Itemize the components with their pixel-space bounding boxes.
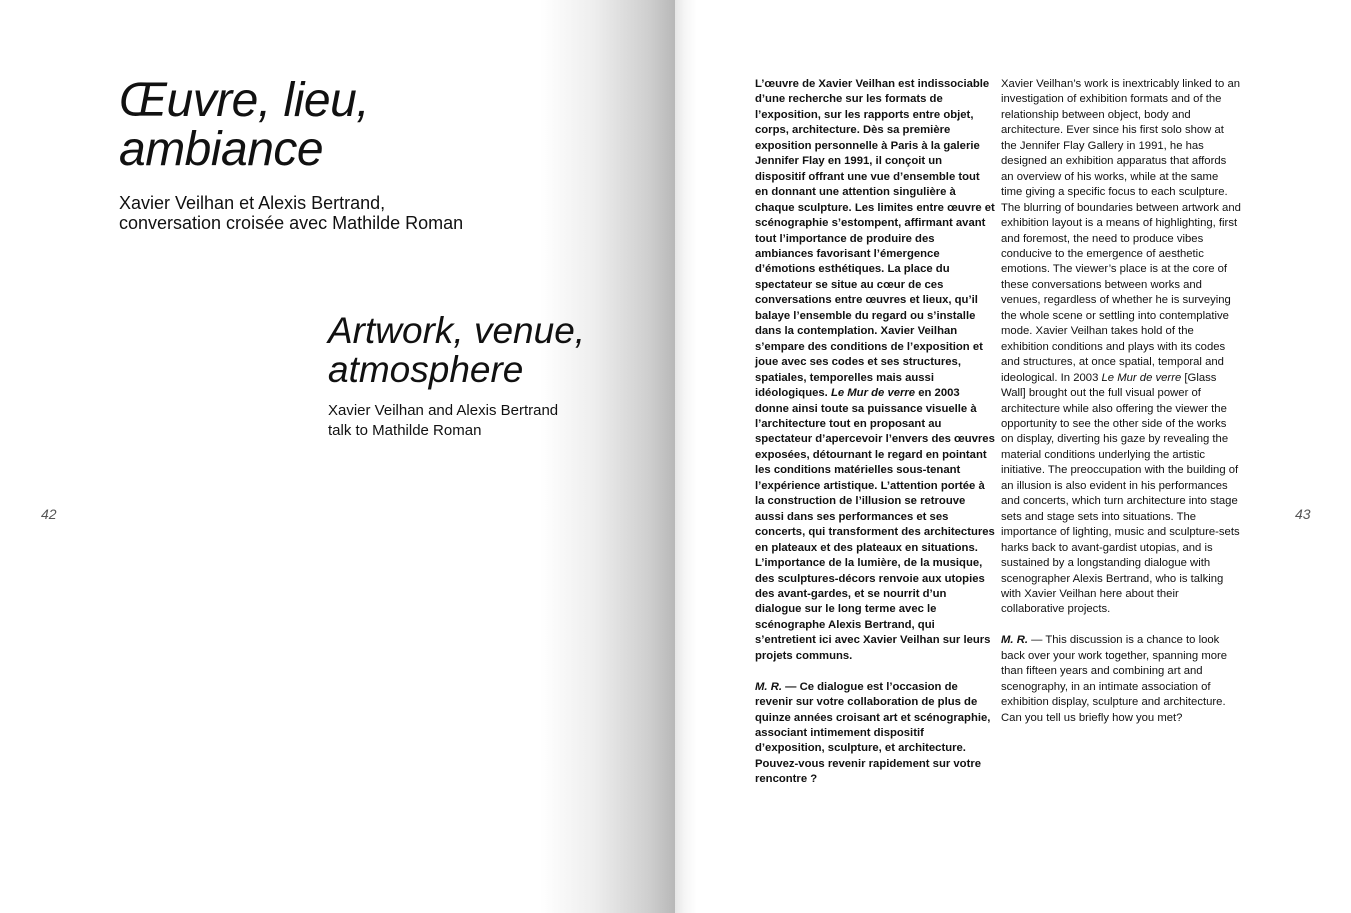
- page-number-left: 42: [41, 506, 57, 522]
- title-english: Artwork, venue, atmosphere: [328, 310, 586, 390]
- english-text-column: [1001, 77, 1241, 726]
- english-question-text: — This discussion is a chance to look back over your work together, spanning more than fifteen years and combining art and scenography, in an intimate association of exhibition display, sculpture and architecture. Can you tell us briefly how you met?: [1001, 634, 1228, 724]
- french-question-text: — Ce dialogue est l’occasion de revenir sur votre collaboration de plus de quinze années croisant art et scénographie, associant intimement dispositif d’exposition, sculpture, et architecture. Pouvez-vous revenir rapidement sur votre rencontre ?: [755, 680, 991, 786]
- english-intro-work-title: Le Mur de verre: [1101, 371, 1182, 384]
- english-question-paragraph: [1001, 633, 1241, 726]
- page-number-right: 43: [1295, 506, 1311, 522]
- french-intro-paragraph: [755, 77, 995, 664]
- english-intro-text-1: Xavier Veilhan’s work is inextricably linked to an investigation of exhibition formats and of the relationship between object, body and architecture. Ever since his first solo show at the Jennifer Flay Gallery in 1991, he has designed an exhibition apparatus that affords an overview of his works, while at the same time giving a specific focus to each sculpture. The blurring of boundaries between artwork and exhibition layout is a means of highlighting, first and foremost, the need to produce vibes conducive to the emergence of aesthetic emotions. The viewer’s place is at the core of these conversations between works and venues, regardless of whether he is surveying the whole scene or settling into contemplative mode. Xavier Veilhan takes hold of the exhibition conditions and plays with its codes and structures, at once spatial, temporal and ideological. In 2003: [1001, 78, 1241, 384]
- french-intro-text-1: L’œuvre de Xavier Veilhan est indissociable d’une recherche sur les formats de l’exposition, sur les rapports entre objet, corps, architecture. Dès sa première exposition personnelle à Paris à la galerie Jennifer Flay en 1991, il conçoit un dispositif offrant une vue d’ensemble tout en donnant une attention singulière à chaque sculpture. Les limites entre œuvre et scénographie s’estompent, affirmant avant tout l’importance de produire des ambiances favorisant l’émergence d’émotions esthétiques. La place du spectateur se situe au cœur de ces conversations entre œuvres et lieux, qu’il balaye l’ensemble du regard ou s’installe dans la contemplation. Xavier Veilhan s’empare des conditions de l’exposition et joue avec ses codes et ses structures, spatiales, temporelles mais aussi idéologiques.: [755, 78, 995, 400]
- left-page: [0, 0, 675, 913]
- subtitle-french: Xavier Veilhan et Alexis Bertrand, conversation croisée avec Mathilde Roman: [119, 193, 464, 233]
- french-text-column: [755, 77, 995, 788]
- french-intro-work-title: Le Mur de verre: [830, 387, 916, 400]
- french-question-paragraph: [755, 680, 995, 788]
- french-intro-text-2: en 2003 donne ainsi toute sa puissance visuelle à l’architecture tout en proposant au spectateur d’apercevoir l’envers des œuvres exposées, détournant le regard en pointant les conditions matérielles sous-tenant l’expérience artistique. L’attention portée à la construction de l’illusion se retrouve aussi dans ses performances et ses concerts, qui transforment des architectures en plateaux et des plateaux en situations. L’importance de la lumière, de la musique, des sculptures-décors renvoie aux utopies des avant-gardes, et se nourrit d’un dialogue sur le long terme avec le scénographe Alexis Bertrand, qui s’entretient ici avec Xavier Veilhan sur leurs projets communs.: [755, 387, 995, 662]
- english-intro-paragraph: [1001, 77, 1241, 618]
- english-question-speaker: M. R.: [1001, 634, 1028, 647]
- english-intro-text-2: [Glass Wall] brought out the full visual power of architecture while also offering the viewer the opportunity to see the other side of the works on display, diverting his gaze by revealing the material conditions underlying the artistic initiative. The preoccupation with the building of an illusion is also evident in his performances and concerts, which turn architecture into stage sets and stage sets into situations. The importance of lighting, music and sculpture-sets harks back to avant-gardist utopias, and is sustained by a longstanding dialogue with scenographer Alexis Bertrand, who is talking with Xavier Veilhan here about their collaborative projects.: [1001, 371, 1240, 616]
- subtitle-english: Xavier Veilhan and Alexis Bertrand talk to Mathilde Roman: [328, 402, 559, 439]
- french-question-speaker: M. R.: [755, 680, 782, 693]
- title-french: Œuvre, lieu, ambiance: [119, 74, 370, 176]
